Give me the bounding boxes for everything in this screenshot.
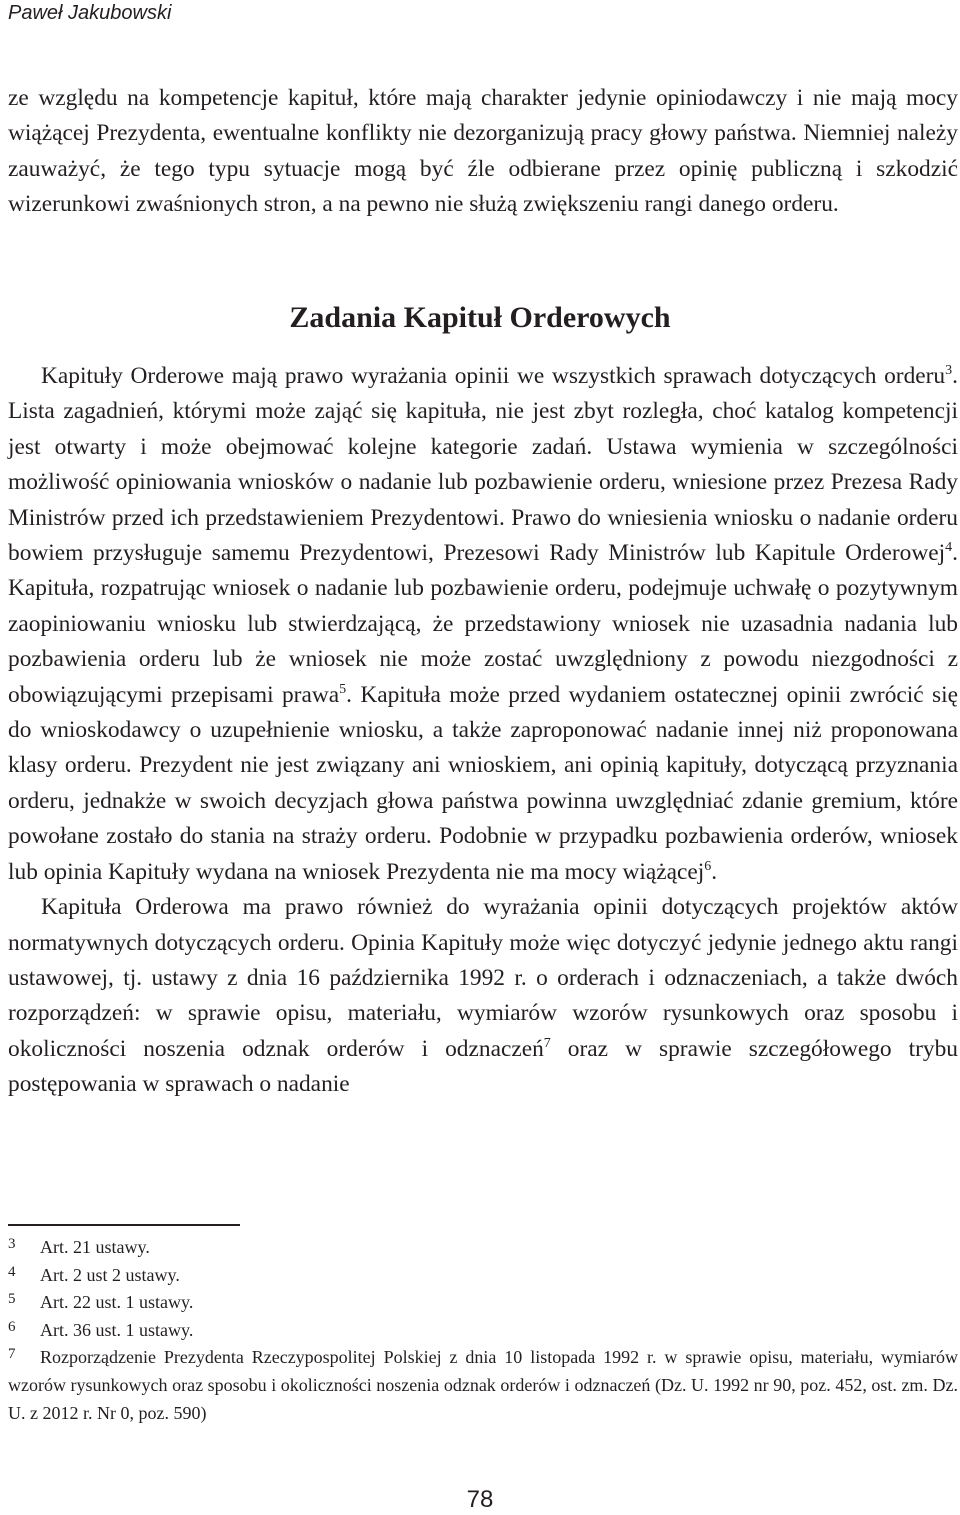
footnote-item: 4 Art. 2 ust 2 ustawy. — [8, 1263, 180, 1285]
intro-paragraph — [8, 81, 958, 223]
section-heading: Zadania Kapituł Orderowych — [289, 301, 671, 334]
footnote-separator — [8, 1224, 240, 1226]
footnote-text: Art. 21 ustawy. — [40, 1237, 150, 1257]
section-body — [8, 359, 958, 1103]
footnote-item: 3 Art. 21 ustawy. — [8, 1236, 150, 1257]
paragraph-text: . Kapituła, rozpatrując wniosek o nadanie lub pozbawienie orderu, podejmuje uchwałę o pozytywnym zaopiniowaniu wniosku lub stwierdzającą, że przedstawiony wniosek nie uzasadnia nadania lub pozbawienia orderu lub że wniosek nie może zostać uwzględniony z powodu niezgodności z obowiązującymi przepisami prawa — [8, 540, 958, 708]
paragraph-text: . Kapituła może przed wydaniem ostatecznej opinii zwrócić się do wnioskodawcy o uzupełnienie wniosku, a także zaproponować nadanie innej niż proponowana klasy orderu. Prezydent nie jest związany ani wnioskiem, ani opinią kapituły, dotyczącą przyznania orderu, jednakże w swoich decyzjach głowa państwa powinna uwzględniać zdanie gremium, które powołane zostało do stania na straży orderu. Podobnie w przypadku pozbawienia orderów, wniosek lub opinia Kapituły wydana na wniosek Prezydenta nie ma mocy wiążącej — [8, 681, 959, 885]
section-paragraph-1 — [8, 359, 958, 890]
footnote-text: Art. 36 ust. 1 ustawy. — [40, 1319, 194, 1340]
footnote-text: Art. 22 ust. 1 ustawy. — [40, 1292, 194, 1313]
intro-text: ze względu na kompetencje kapituł, które mają charakter jedynie opiniodawczy i nie mają mocy wiążącej Prezydenta, ewentualne konflikty nie dezorganizują pracy głowy państwa. Niemniej należy zauważyć, że tego typu sytuacje mogą być źle odbierane przez opinię publiczną i szkodzić wizerunkowi zwaśnionych stron, a na pewno nie służą zwiększeniu rangi danego orderu. — [8, 85, 958, 218]
footnote-ref-5: 5 — [339, 681, 347, 697]
footnote-text: Rozporządzenie Prezydenta Rzeczypospolitej Polskiej z dnia 10 listopada 1992 r. w sprawie opisu, materiału, wymiarów wzorów rysunkowych oraz sposobu i okoliczności noszenia odznak orderów i odznaczeń (Dz. U. 1992 nr 90, poz. 452, ost. zm. Dz. U. z 2012 r. Nr 0, poz. 590) — [8, 1347, 958, 1423]
footnote-ref-6: 6 — [704, 858, 712, 874]
paragraph-text: oraz w sprawie szczegółowego trybu postępowania w sprawach o nadanie — [8, 1035, 958, 1098]
paragraph-text: Kapituła Orderowa ma prawo również do wyrażania opinii dotyczących projektów aktów normatywnych dotyczących orderu. Opinia Kapituły może więc dotyczyć jedynie jednego aktu rangi ustawowej, tj. ustawy z dnia 16 października 1992 r. o orderach i odznaczeniach, a także dwóch rozporządzeń: w sprawie opisu, materiału, wymiarów wzorów rysunkowych oraz sposobu i okoliczności noszenia odznak orderów i odznaczeń — [8, 894, 958, 1062]
page-number: 78 — [466, 1486, 494, 1513]
footnote-text: Art. 2 ust 2 ustawy. — [40, 1264, 180, 1285]
paragraph-text: . Lista zagadnień, którymi może zająć się kapituła, nie jest zbyt rozległa, choć katalog kompetencji jest otwarty i może obejmować kolejne kategorie zadań. Ustawa wymienia w szczególności możliwość opiniowania wniosków o nadanie lub pozbawienie orderu, wniesione przez Prezesa Rady Ministrów przed ich przedstawieniem Prezydentowi. Prawo do wniesienia wniosku o nadanie orderu bowiem przysługuje samemu Prezydentowi, Prezesowi Rady Ministrów lub Kapitule Orderowej — [8, 363, 958, 567]
section-paragraph-2 — [8, 890, 958, 1102]
paragraph-text: . — [711, 858, 718, 885]
footnote-item: 7 Rozporządzenie Prezydenta Rzeczypospolitej Polskiej z dnia 10 listopada 1992 r. w sprawie opisu, materiału, wymiarów wzorów rysunkowych oraz sposobu i okoliczności noszenia odznak orderów i odznaczeń (Dz. U. 1992 nr 90, poz. 452, ost. zm. Dz. U. z 2012 r. Nr 0, poz. 590) — [8, 1346, 958, 1423]
footnote-item: 6 Art. 36 ust. 1 ustawy. — [8, 1318, 194, 1340]
footnote-ref-7: 7 — [543, 1035, 551, 1051]
footnotes — [8, 1234, 958, 1427]
footnote-item: 5 Art. 22 ust. 1 ustawy. — [8, 1291, 194, 1313]
footnote-ref-4: 4 — [945, 540, 953, 556]
footnote-ref-3: 3 — [945, 363, 953, 378]
paragraph-text: Kapituły Orderowe mają prawo wyrażania opinii we wszystkich sprawach dotyczących orderu — [41, 363, 946, 389]
running-head: Paweł Jakubowski — [8, 2, 172, 24]
